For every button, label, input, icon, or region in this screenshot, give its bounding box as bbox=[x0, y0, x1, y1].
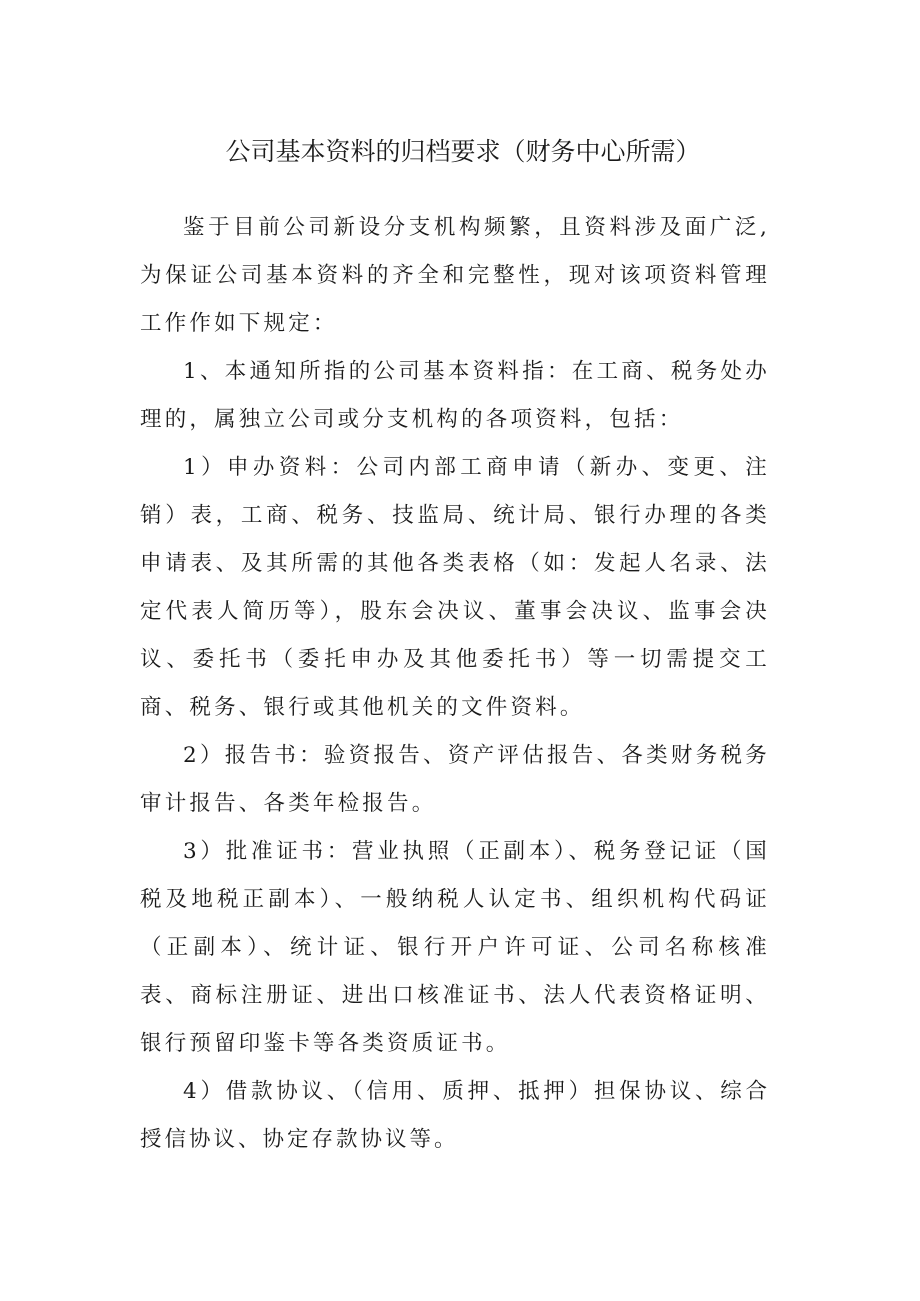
paragraph-item-1: 1、本通知所指的公司基本资料指：在工商、税务处办理的，属独立公司或分支机构的各项资料，包括： bbox=[140, 359, 770, 432]
paragraph-certificates: 3）批准证书：营业执照（正副本）、税务登记证（国税及地税正副本）、一般纳税人认定书、组织机构代码证（正副本）、统计证、银行开户许可证、公司名称核准表、商标注册证、进出口核准证书、法人代表资格证明、银行预留印鉴卡等各类资质证书。 bbox=[140, 839, 770, 1056]
document-title: 公司基本资料的归档要求（财务中心所需） bbox=[225, 137, 701, 166]
paragraph-agreements: 4）借款协议、（信用、质押、抵押）担保协议、综合授信协议、协定存款协议等。 bbox=[140, 1079, 770, 1152]
paragraph-application-materials: 1）申办资料：公司内部工商申请（新办、变更、注销）表，工商、税务、技监局、统计局、银行办理的各类申请表、及其所需的其他各类表格（如：发起人名录、法定代表人简历等），股东会决议、董事会决议、监事会决议、委托书（委托申办及其他委托书）等一切需提交工商、税务、银行或其他机关的文件资料。 bbox=[140, 455, 770, 720]
document-body bbox=[140, 204, 770, 1164]
paragraph-intro: 鉴于目前公司新设分支机构频繁，且资料涉及面广泛,为保证公司基本资料的齐全和完整性，现对该项资料管理工作作如下规定： bbox=[140, 215, 770, 336]
paragraph-reports: 2）报告书：验资报告、资产评估报告、各类财务税务审计报告、各类年检报告。 bbox=[140, 743, 770, 816]
